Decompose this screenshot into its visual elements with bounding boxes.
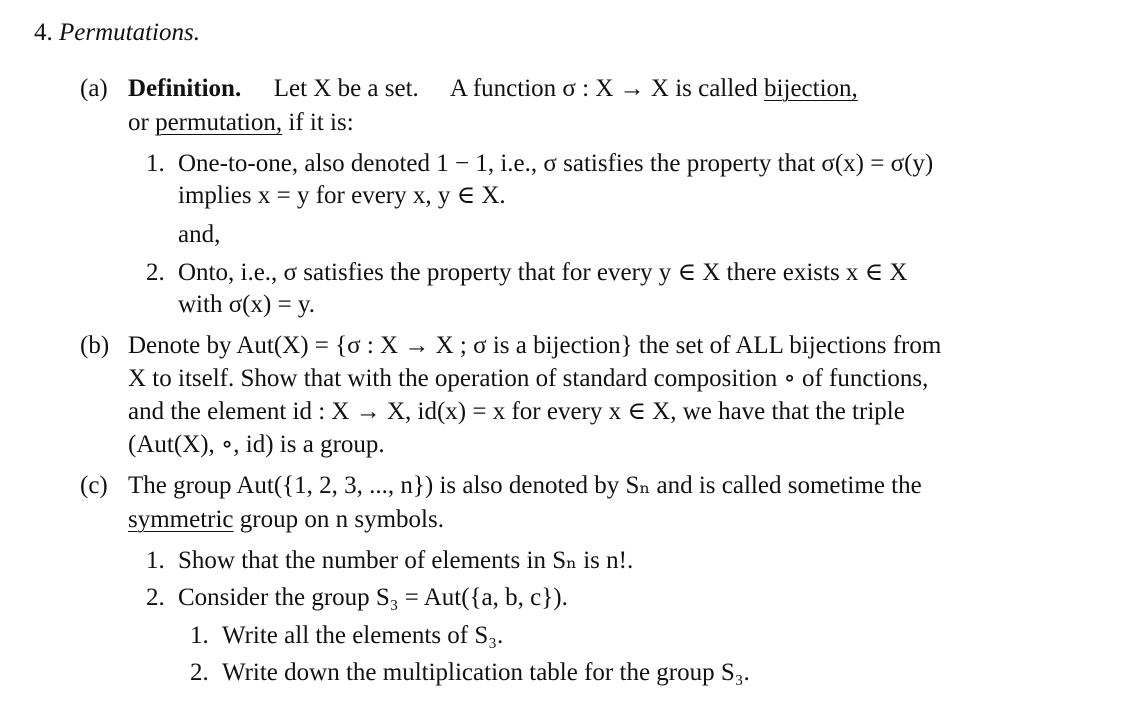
part-b-line-4: (Aut(X), ∘, id) is a group. <box>128 431 385 458</box>
and-connector: and, <box>178 221 221 248</box>
c-sub-1-number: 1. <box>190 622 209 649</box>
part-a-line-2 <box>128 106 354 139</box>
part-b-marker: (b) <box>80 332 110 359</box>
part-b-line-3: and the element id : X → X, id(x) = x for every x ∈ X, we have that the triple <box>128 398 905 425</box>
part-b-line-1: Denote by Aut(X) = {σ : X → X ; σ is a bijection} the set of ALL bijections from <box>128 332 942 359</box>
term-symmetric: symmetric <box>128 506 234 533</box>
section-heading <box>34 16 200 49</box>
part-c-line-2 <box>128 503 444 536</box>
part-b-line-2: X to itself. Show that with the operation of standard composition ∘ of functions, <box>128 365 929 392</box>
definition-label: Definition. <box>128 75 242 102</box>
definition-intro-3: or <box>128 109 149 136</box>
term-bijection: bijection, <box>764 75 858 102</box>
term-permutation: permutation, <box>155 109 283 136</box>
part-a-marker: (a) <box>80 75 108 102</box>
part-c-line-2-rest: group on n symbols. <box>239 506 444 533</box>
c-sub-1-text: Write all the elements of S₃. <box>222 622 504 649</box>
definition-intro-1: Let X be a set. <box>273 75 419 102</box>
part-c-marker: (c) <box>80 472 108 499</box>
c-item-1-text: Show that the number of elements in Sₙ is n!. <box>178 547 634 574</box>
definition-intro-2: A function σ : X → X is called <box>449 75 758 102</box>
definition-intro-4: if it is: <box>288 109 354 136</box>
section-number: 4. <box>34 19 53 46</box>
a-item-1-line-1: One-to-one, also denoted 1 − 1, i.e., σ satisfies the property that σ(x) = σ(y) <box>178 150 934 177</box>
c-sub-2-number: 2. <box>190 659 209 686</box>
c-sub-2-text: Write down the multiplication table for the group S₃. <box>222 659 750 686</box>
a-item-2-line-1: Onto, i.e., σ satisfies the property that for every y ∈ X there exists x ∈ X <box>178 259 908 286</box>
a-item-2-line-2: with σ(x) = y. <box>178 291 316 318</box>
c-item-2-number: 2. <box>146 584 165 611</box>
c-item-2-text: Consider the group S₃ = Aut({a, b, c}). <box>178 584 568 611</box>
a-item-1-line-2: implies x = y for every x, y ∈ X. <box>178 182 506 209</box>
c-item-1-number: 1. <box>146 547 165 574</box>
part-a-line-1 <box>128 72 858 105</box>
part-c-line-1: The group Aut({1, 2, 3, ..., n}) is also denoted by Sₙ and is called sometime the <box>128 472 922 499</box>
section-title: Permutations. <box>59 19 200 46</box>
a-item-1-number: 1. <box>146 150 165 177</box>
a-item-2-number: 2. <box>146 259 165 286</box>
